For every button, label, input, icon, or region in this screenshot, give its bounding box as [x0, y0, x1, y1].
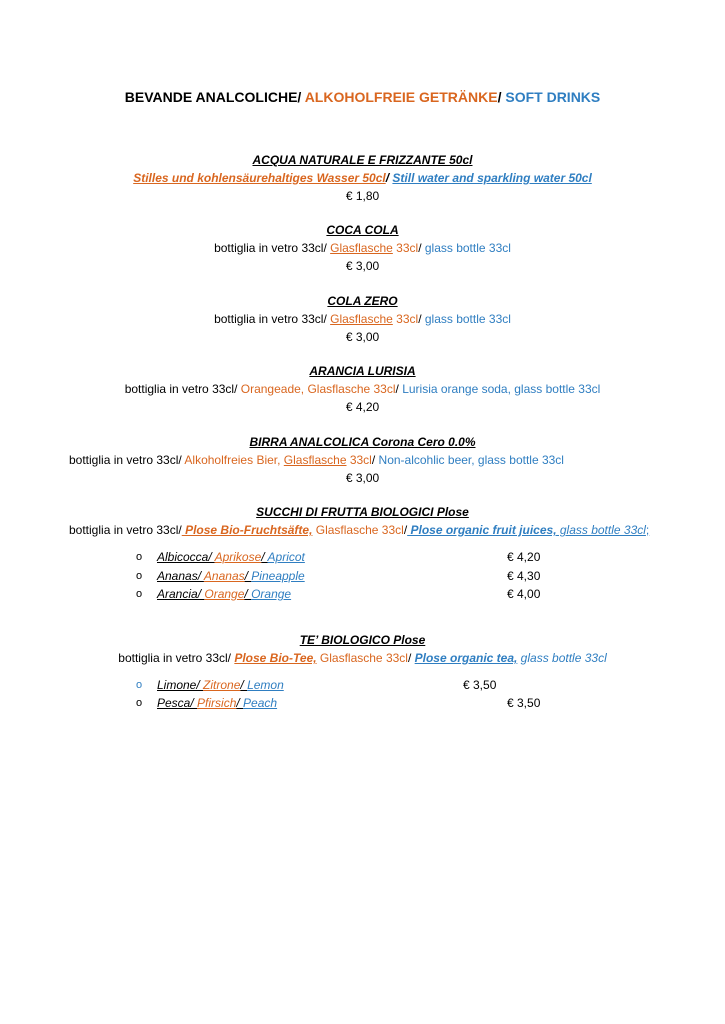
item-german: Ananas: [203, 569, 245, 583]
list-item-label: [157, 585, 291, 603]
bullet-icon: o: [136, 551, 143, 563]
birra-italian: bottiglia in vetro 33cl/: [69, 453, 185, 467]
succhi-german-bold: Plose Bio-Fruchtsäfte,: [181, 523, 313, 537]
zero-german: 33cl: [392, 312, 419, 326]
zero-english: glass bottle 33cl: [424, 312, 511, 326]
title-german: ALKOHOLFREIE GETRÄNKE: [304, 89, 498, 105]
item-italian: Arancia/: [157, 587, 205, 601]
item-italian: Albicocca/: [157, 550, 215, 564]
item-german: Pfirsich: [197, 696, 237, 710]
arancia-price: € 4,20: [345, 400, 380, 414]
list-item: [0, 548, 725, 566]
item-price: € 4,00: [507, 587, 541, 601]
succhi-german: Glasflasche 33cl: [312, 523, 404, 537]
succhi-italian: bottiglia in vetro 33cl/: [69, 523, 182, 537]
item-english: Orange: [251, 587, 292, 601]
cola-german-underlined: Glasflasche: [330, 241, 393, 255]
te-english-bold: Plose organic tea,: [414, 651, 518, 665]
acqua-english: Still water and sparkling water 50cl: [392, 171, 592, 185]
te-separator: /: [407, 651, 415, 665]
cola-description: [0, 239, 725, 257]
zero-heading: COLA ZERO: [327, 294, 398, 308]
item-italian: Pesca/: [157, 696, 198, 710]
item-italian: Limone/: [157, 678, 204, 692]
arancia-english: Lurisia orange soda, glass bottle 33cl: [402, 382, 601, 396]
succhi-separator: /: [403, 523, 408, 537]
page-title: [0, 89, 725, 105]
section-coca-cola: [0, 221, 725, 275]
acqua-heading: ACQUA NATURALE E FRIZZANTE 50cl: [252, 153, 473, 167]
title-english: SOFT DRINKS: [505, 89, 601, 105]
birra-separator: /: [371, 453, 379, 467]
succhi-heading: SUCCHI DI FRUTTA BIOLOGICI Plose: [256, 505, 469, 519]
item-separator: /: [240, 678, 248, 692]
birra-german-underlined: Glasflasche: [283, 453, 347, 467]
te-german-bold: Plose Bio-Tee,: [234, 651, 317, 665]
item-english: Pineapple: [251, 569, 305, 583]
zero-italian: bottiglia in vetro 33cl/: [214, 312, 331, 326]
item-separator: /: [244, 569, 252, 583]
item-english: Lemon: [247, 678, 284, 692]
cola-german: 33cl: [392, 241, 419, 255]
item-german: Aprikose: [214, 550, 262, 564]
te-description: [0, 649, 725, 667]
birra-german-size: 33cl: [346, 453, 372, 467]
section-arancia: [0, 362, 725, 416]
section-succhi: [0, 503, 725, 539]
zero-separator: /: [418, 312, 425, 326]
cola-price: € 3,00: [345, 259, 380, 273]
section-cola-zero: [0, 292, 725, 346]
birra-price: € 3,00: [345, 471, 380, 485]
item-english: Apricot: [267, 550, 305, 564]
item-separator: /: [244, 587, 252, 601]
item-german: Orange: [204, 587, 245, 601]
acqua-price: € 1,80: [345, 189, 380, 203]
succhi-end: ;: [645, 523, 650, 537]
succhi-english-bold: Plose organic fruit juices,: [407, 523, 557, 537]
list-item-label: [157, 676, 284, 694]
te-italian: bottiglia in vetro 33cl/: [118, 651, 235, 665]
item-price: € 3,50: [463, 678, 497, 692]
zero-german-underlined: Glasflasche: [330, 312, 393, 326]
succhi-description: [0, 521, 725, 539]
te-german: Glasflasche 33cl: [316, 651, 408, 665]
cola-italian: bottiglia in vetro 33cl/: [214, 241, 331, 255]
succhi-english: glass bottle 33cl: [556, 523, 646, 537]
item-german: Zitrone: [203, 678, 241, 692]
te-heading: TE’ BIOLOGICO Plose: [299, 633, 426, 647]
zero-price: € 3,00: [345, 330, 380, 344]
bullet-icon: o: [136, 679, 143, 691]
item-english: Peach: [243, 696, 278, 710]
title-separator: /: [497, 89, 506, 105]
list-item-label: [157, 694, 277, 712]
birra-german: Alkoholfreies Bier,: [184, 453, 284, 467]
section-te: [0, 631, 725, 667]
cola-english: glass bottle 33cl: [424, 241, 511, 255]
section-birra: [0, 433, 685, 487]
item-separator: /: [261, 550, 268, 564]
arancia-heading: ARANCIA LURISIA: [309, 364, 416, 378]
arancia-german: Orangeade, Glasflasche 33cl: [240, 382, 396, 396]
section-acqua: [0, 151, 725, 205]
item-separator: /: [236, 696, 244, 710]
bullet-icon: o: [136, 570, 143, 582]
list-item-label: [157, 567, 305, 585]
item-price: € 4,20: [507, 550, 541, 564]
item-price: € 3,50: [507, 696, 541, 710]
birra-english: Non-alcohlic beer, glass bottle 33cl: [378, 453, 564, 467]
acqua-german: Stilles und kohlensäurehaltiges Wasser 50cl: [133, 171, 386, 185]
acqua-subtitle: [0, 169, 725, 187]
arancia-italian: bottiglia in vetro 33cl/: [124, 382, 241, 396]
te-english: glass bottle 33cl: [517, 651, 607, 665]
birra-description: [0, 451, 685, 469]
list-item: [0, 676, 725, 694]
cola-separator: /: [418, 241, 425, 255]
bullet-icon: o: [136, 697, 143, 709]
birra-heading: BIRRA ANALCOLICA Corona Cero 0.0%: [249, 435, 476, 449]
zero-description: [0, 310, 725, 328]
title-italian: BEVANDE ANALCOLICHE/: [124, 89, 305, 105]
item-price: € 4,30: [507, 569, 541, 583]
arancia-separator: /: [395, 382, 403, 396]
arancia-description: [0, 380, 725, 398]
item-italian: Ananas/: [157, 569, 204, 583]
list-item: [0, 585, 725, 603]
cola-heading: COCA COLA: [326, 223, 399, 237]
list-item: [0, 694, 725, 712]
list-item: [0, 567, 725, 585]
acqua-separator: /: [385, 171, 393, 185]
list-item-label: [157, 548, 305, 566]
bullet-icon: o: [136, 588, 143, 600]
